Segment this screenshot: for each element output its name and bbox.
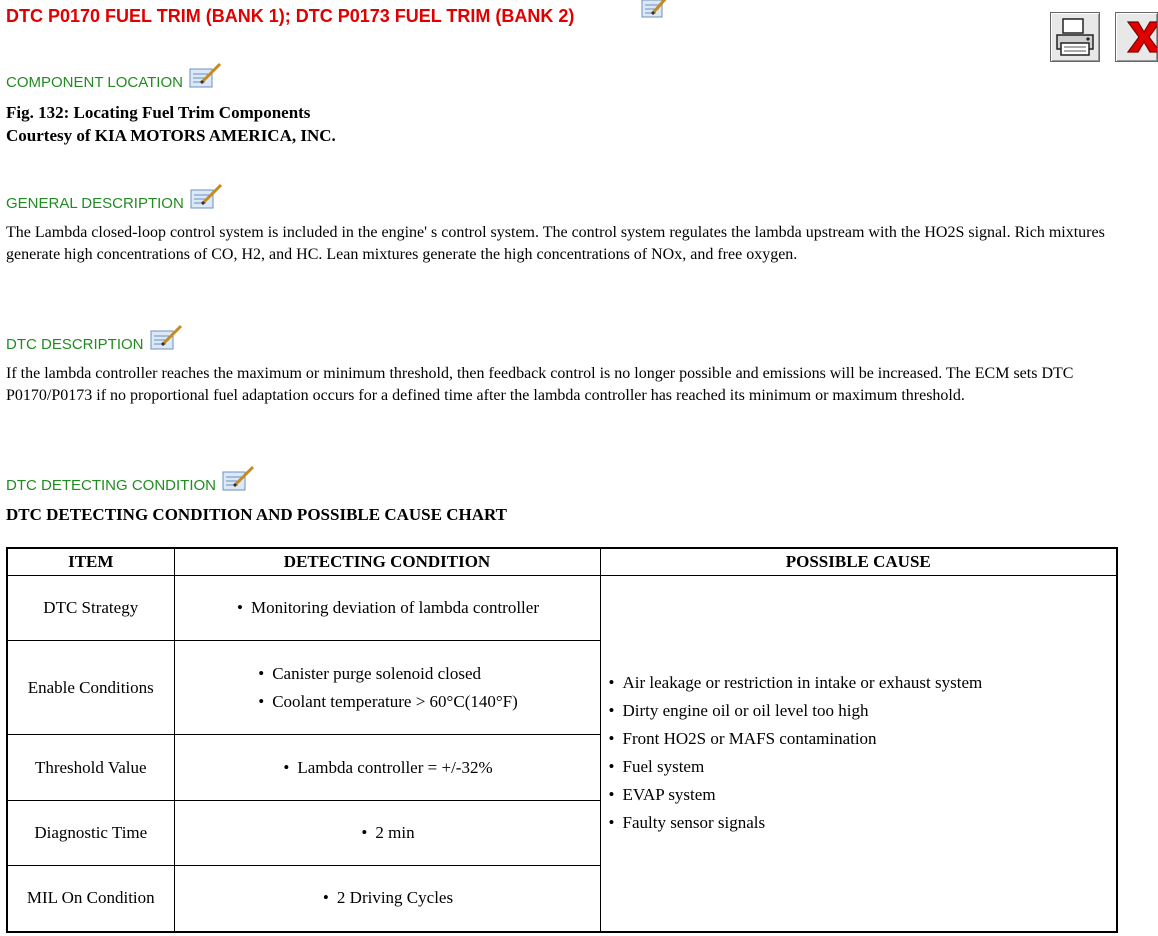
- row-condition: [174, 576, 600, 641]
- table-row: [7, 576, 1117, 641]
- row-condition: [174, 801, 600, 866]
- cause-item: • Faulty sensor signals: [607, 809, 1111, 837]
- row-item: DTC Strategy: [7, 576, 174, 641]
- section-component-location: [6, 61, 223, 91]
- table-header-row: [7, 548, 1117, 576]
- row-item: Threshold Value: [7, 735, 174, 801]
- dtc-description-text: If the lambda controller reaches the maximum or minimum threshold, then feedback control is no longer possible and emissions will be increased. The ECM sets DTC P0170/P0173 if no proportional fuel adaptation occurs for a defined time after the lambda controller has reached its minimum or maximum threshold.: [6, 365, 1074, 404]
- section-dtc-detecting-condition: [6, 464, 256, 494]
- row-item: Enable Conditions: [7, 641, 174, 735]
- row-item: Diagnostic Time: [7, 801, 174, 866]
- edit-note-icon[interactable]: [187, 61, 223, 91]
- condition-item: • Coolant temperature > 60°C(140°F): [256, 688, 518, 716]
- cause-item: • Dirty engine oil or oil level too high: [607, 697, 1111, 725]
- cause-chart-table: [6, 547, 1118, 933]
- general-description-text: The Lambda closed-loop control system is included in the engine' s control system. The control system regulates the lambda upstream with the HO2S signal. Rich mixtures generate high concentrations of CO, H2, and HC. Lean mixtures generate the high concentrations of NOx, and free oxygen.: [6, 224, 1105, 263]
- chart-title: DTC DETECTING CONDITION AND POSSIBLE CAUSE CHART: [6, 505, 508, 524]
- figure-caption-block: [6, 101, 336, 147]
- edit-note-icon[interactable]: [188, 182, 224, 212]
- condition-item: • Canister purge solenoid closed: [256, 660, 518, 688]
- column-header-possible-cause: POSSIBLE CAUSE: [600, 548, 1117, 576]
- edit-note-icon[interactable]: [640, 0, 670, 22]
- possible-cause-cell: [600, 576, 1117, 932]
- edit-note-icon[interactable]: [220, 464, 256, 494]
- condition-item: • 2 Driving Cycles: [321, 884, 453, 912]
- figure-courtesy: Courtesy of KIA MOTORS AMERICA, INC.: [6, 126, 336, 145]
- row-condition: [174, 866, 600, 932]
- cause-item: • Fuel system: [607, 753, 1111, 781]
- close-button[interactable]: [1115, 12, 1158, 62]
- cause-item: • EVAP system: [607, 781, 1111, 809]
- section-label: COMPONENT LOCATION: [6, 74, 183, 91]
- condition-item: • Monitoring deviation of lambda controller: [235, 594, 539, 622]
- cause-item: • Front HO2S or MAFS contamination: [607, 725, 1111, 753]
- edit-note-icon[interactable]: [148, 323, 184, 353]
- section-label: DTC DESCRIPTION: [6, 336, 144, 353]
- row-item: MIL On Condition: [7, 866, 174, 932]
- printer-icon: [1051, 13, 1099, 61]
- cause-item: • Air leakage or restriction in intake or exhaust system: [607, 669, 1111, 697]
- condition-item: • 2 min: [359, 819, 414, 847]
- section-label: GENERAL DESCRIPTION: [6, 195, 184, 212]
- close-icon: [1116, 13, 1158, 61]
- page-title: [6, 6, 574, 27]
- column-header-detecting-condition: DETECTING CONDITION: [174, 548, 600, 576]
- section-label: DTC DETECTING CONDITION: [6, 477, 216, 494]
- print-button[interactable]: [1050, 12, 1100, 62]
- condition-item: • Lambda controller = +/-32%: [281, 754, 492, 782]
- column-header-item: ITEM: [7, 548, 174, 576]
- section-general-description: [6, 182, 224, 212]
- row-condition: [174, 641, 600, 735]
- row-condition: [174, 735, 600, 801]
- page-title-text: DTC P0170 FUEL TRIM (BANK 1); DTC P0173 FUEL TRIM (BANK 2): [6, 6, 575, 26]
- figure-caption: Fig. 132: Locating Fuel Trim Components: [6, 103, 311, 122]
- section-dtc-description: [6, 323, 184, 353]
